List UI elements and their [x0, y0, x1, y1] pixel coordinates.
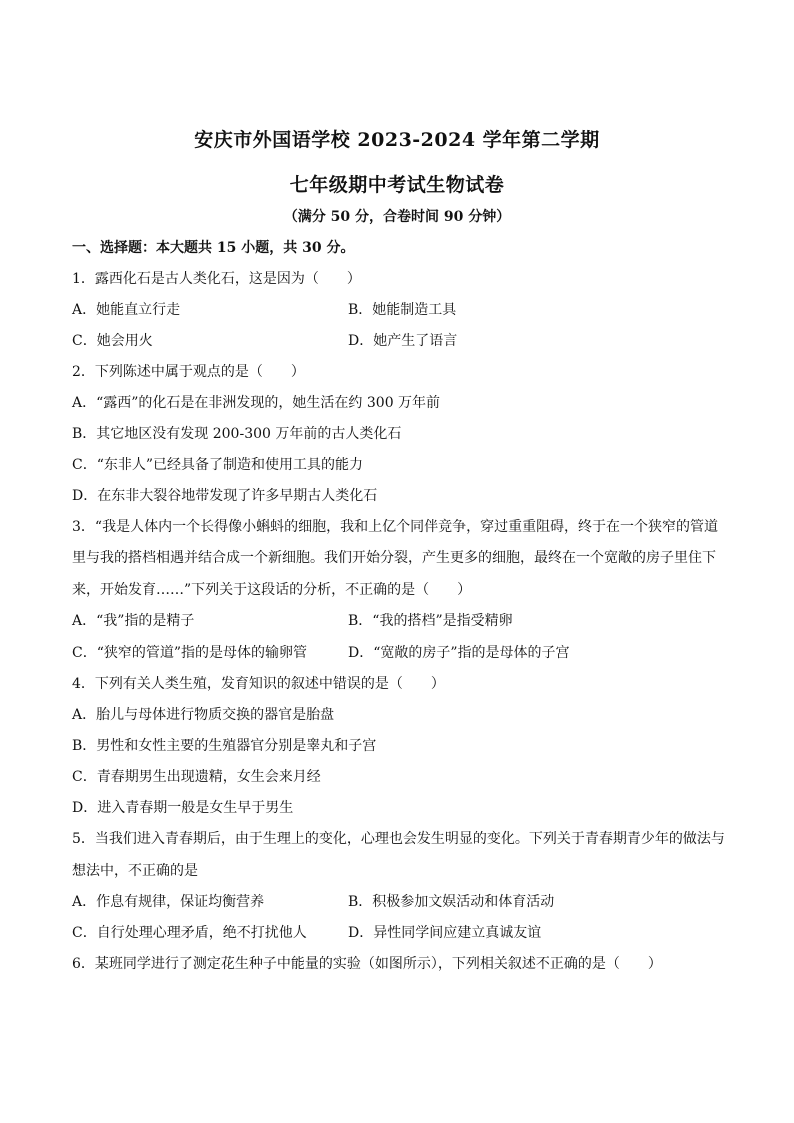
question-5-stem-line-2: 想法中，不正确的是: [72, 863, 198, 879]
question-2-stem: 2．下列陈述中属于观点的是（ ）: [72, 364, 305, 380]
question-3-option-a: A．“我”指的是精子: [72, 613, 195, 629]
question-1-option-d: D．她产生了语言: [348, 333, 458, 349]
question-3-option-c: C．“狭窄的管道”指的是母体的输卵管: [72, 645, 308, 661]
question-5-option-a: A．作息有规律，保证均衡营养: [72, 894, 265, 910]
question-6-stem: 6．某班同学进行了测定花生种子中能量的实验（如图所示），下列相关叙述不正确的是（ ）: [72, 956, 662, 972]
question-4-option-d: D．进入青春期一般是女生早于男生: [72, 800, 294, 816]
question-3-stem-line-2: 里与我的搭档相遇并结合成一个新细胞。我们开始分裂，产生更多的细胞，最终在一个宽敞的房子里住下: [72, 550, 716, 566]
question-4-option-c: C．青春期男生出现遗精，女生会来月经: [72, 769, 321, 785]
question-1-stem: 1．露西化石是古人类化石，这是因为（ ）: [72, 271, 361, 287]
question-2-option-d: D．在东非大裂谷地带发现了许多早期古人类化石: [72, 488, 378, 504]
question-5-option-c: C．自行处理心理矛盾，绝不打扰他人: [72, 925, 307, 941]
question-5-option-d: D．异性同学间应建立真诚友谊: [348, 925, 542, 941]
question-3-stem-line-3: 来，开始发育……”下列关于这段话的分析，不正确的是（ ）: [72, 582, 472, 598]
question-1-option-a: A．她能直立行走: [72, 302, 181, 318]
question-4-option-b: B．男性和女性主要的生殖器官分别是睾丸和子宫: [72, 738, 377, 754]
question-2-option-b: B．其它地区没有发现 200-300 万年前的古人类化石: [72, 426, 402, 442]
question-5-stem-line-1: 5．当我们进入青春期后，由于生理上的变化，心理也会发生明显的变化。下列关于青春期青少年的做法与: [72, 831, 725, 847]
question-1-option-c: C．她会用火: [72, 333, 153, 349]
section-heading: 一、选择题：本大题共 15 小题，共 30 分。: [72, 240, 355, 256]
exam-title-school: 安庆市外国语学校 2023-2024 学年第二学期: [194, 129, 600, 151]
question-4-stem: 4．下列有关人类生殖，发育知识的叙述中错误的是（ ）: [72, 676, 445, 692]
question-2-option-a: A．“露西”的化石是在非洲发现的，她生活在约 300 万年前: [72, 395, 441, 411]
question-3-option-d: D．“宽敞的房子”指的是母体的子宫: [348, 645, 570, 661]
question-2-option-c: C．“东非人”已经具备了制造和使用工具的能力: [72, 457, 364, 473]
question-4-option-a: A．胎儿与母体进行物质交换的器官是胎盘: [72, 707, 335, 723]
question-1-option-b: B．她能制造工具: [348, 302, 457, 318]
question-5-option-b: B．积极参加文娱活动和体育活动: [348, 894, 555, 910]
question-3-option-b: B．“我的搭档”是指受精卵: [348, 613, 513, 629]
question-3-stem-line-1: 3．“我是人体内一个长得像小蝌蚪的细胞，我和上亿个同伴竞争，穿过重重阻碍，终于在一个狭窄的管道: [72, 519, 719, 535]
exam-title-subject: 七年级期中考试生物试卷: [289, 174, 505, 196]
exam-subtitle: （满分 50 分，合卷时间 90 分钟）: [283, 209, 511, 225]
